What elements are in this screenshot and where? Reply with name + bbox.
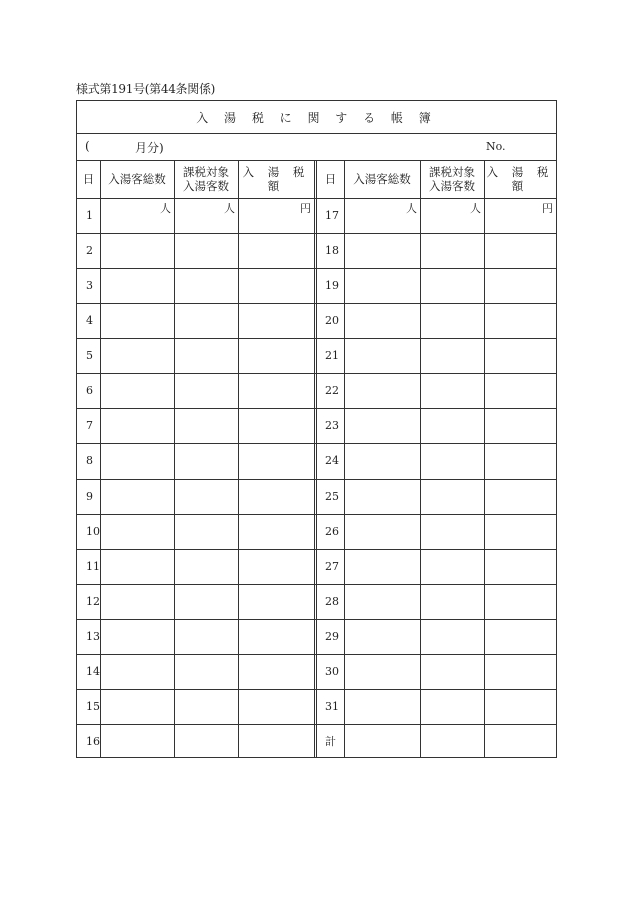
- ledger-grid: [77, 160, 556, 757]
- form-number-label: 様式第191号(第44条関係): [76, 82, 216, 96]
- day-number-left: 5: [86, 349, 93, 363]
- grid-hline: [77, 724, 556, 725]
- grid-hline: [77, 654, 556, 655]
- day-number-right: 21: [325, 349, 339, 363]
- grid-hline: [77, 514, 556, 515]
- ledger-title: 入 湯 税 に 関 す る 帳 簿: [77, 101, 556, 134]
- day-number-left: 10: [86, 524, 100, 538]
- header-total-guests-left: 入湯客総数: [108, 172, 166, 186]
- day-number-left: 16: [86, 734, 100, 748]
- grid-vline: [484, 160, 485, 757]
- grid-hline: [77, 549, 556, 550]
- unit-yen-right: 円: [542, 202, 553, 215]
- day-number-right: 18: [325, 244, 339, 258]
- day-number-left: 1: [86, 209, 93, 223]
- grid-hline: [77, 338, 556, 339]
- day-number-right: 22: [325, 384, 339, 398]
- grid-hline: [77, 373, 556, 374]
- day-number-left: 12: [86, 594, 100, 608]
- grid-vline: [100, 160, 101, 757]
- month-label: 月分): [135, 141, 164, 155]
- day-number-right: 26: [325, 524, 339, 538]
- header-tax-amount-left: 入 湯 税 額: [242, 165, 310, 193]
- day-number-right: 17: [325, 209, 339, 223]
- unit-person-right-taxable: 人: [470, 202, 481, 215]
- day-number-left: 7: [86, 419, 93, 433]
- header-taxable-line2: 入湯客数: [183, 179, 229, 193]
- grid-hline: [77, 584, 556, 585]
- day-number-left: 11: [86, 559, 100, 573]
- day-number-right: 27: [325, 559, 339, 573]
- day-number-right: 29: [325, 629, 339, 643]
- day-number-right: 20: [325, 314, 339, 328]
- day-number-right: 31: [325, 699, 339, 713]
- header-taxable-line1: 課税対象: [429, 165, 475, 179]
- day-number-left: 2: [86, 244, 93, 258]
- day-number-left: 15: [86, 699, 100, 713]
- unit-yen-left: 円: [300, 202, 311, 215]
- header-taxable-line1: 課税対象: [183, 165, 229, 179]
- day-number-left: 14: [86, 664, 100, 678]
- grid-hline: [77, 233, 556, 234]
- month-paren-open: (: [85, 139, 90, 153]
- header-day-left: 日: [82, 172, 95, 186]
- grid-hline: [77, 198, 556, 199]
- header-total-guests-right: 入湯客総数: [353, 172, 411, 186]
- grid-hline: [77, 408, 556, 409]
- grid-hline: [77, 619, 556, 620]
- day-number-left: 8: [86, 454, 93, 468]
- day-number-right: 23: [325, 419, 339, 433]
- grid-vline: [420, 160, 421, 757]
- grid-center-divider: [314, 160, 317, 757]
- grid-hline: [77, 303, 556, 304]
- day-number-left: 3: [86, 279, 93, 293]
- day-number-left: 13: [86, 629, 100, 643]
- day-number-left: 6: [86, 384, 93, 398]
- day-number-right: 28: [325, 594, 339, 608]
- day-number-left: 4: [86, 314, 93, 328]
- month-row: [77, 133, 556, 161]
- day-number-left: 9: [86, 489, 93, 503]
- header-taxable-line2: 入湯客数: [429, 179, 475, 193]
- header-taxable-guests-right: [420, 160, 484, 198]
- header-tax-amount-right: 入 湯 税 額: [486, 165, 554, 193]
- day-number-right: 30: [325, 664, 339, 678]
- day-number-right: 計: [325, 735, 336, 749]
- day-number-right: 24: [325, 454, 339, 468]
- grid-hline: [77, 443, 556, 444]
- grid-hline: [77, 689, 556, 690]
- unit-person-left-taxable: 人: [224, 202, 235, 215]
- unit-person-left-total: 人: [160, 202, 171, 215]
- page-number-label: No.: [486, 140, 506, 153]
- header-day-right: 日: [324, 172, 337, 186]
- grid-vline: [174, 160, 175, 757]
- ledger-sheet: [76, 100, 557, 758]
- grid-hline: [77, 479, 556, 480]
- grid-vline: [344, 160, 345, 757]
- day-number-right: 25: [325, 489, 339, 503]
- grid-hline: [77, 268, 556, 269]
- unit-person-right-total: 人: [406, 202, 417, 215]
- day-number-right: 19: [325, 279, 339, 293]
- grid-vline: [238, 160, 239, 757]
- header-taxable-guests-left: [174, 160, 238, 198]
